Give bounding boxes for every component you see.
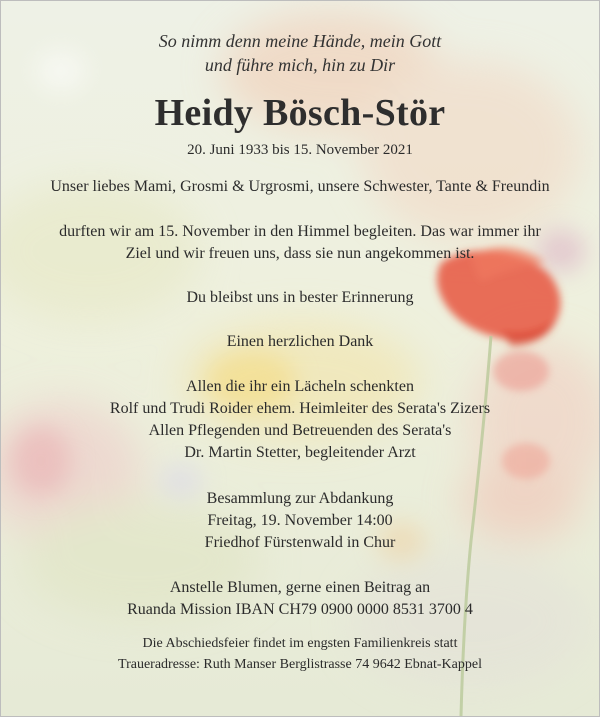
footer-line-1: Die Abschiedsfeier findet im engsten Familienkreis statt (142, 636, 458, 651)
motto-line-2: und führe mich, hin zu Dir (204, 55, 396, 75)
obituary-text (1, 1, 599, 716)
donation-line-2: Ruanda Mission IBAN CH79 0900 0000 8531 3700 4 (127, 601, 473, 618)
memory-line: Du bleibst uns in bester Erinnerung (186, 289, 414, 306)
footer-line-2: Traueradresse: Ruth Manser Berglistrasse 74 9642 Ebnat-Kappel (118, 657, 482, 672)
ceremony-line-1: Besammlung zur Abdankung (206, 490, 394, 507)
ceremony-line-3: Friedhof Fürstenwald in Chur (204, 534, 396, 551)
thanks-line-2: Rolf und Trudi Roider ehem. Heimleiter des Serata's Zizers (109, 400, 491, 417)
donation-line-1: Anstelle Blumen, gerne einen Beitrag an (169, 579, 431, 596)
deceased-name: Heidy Bösch-Stör (154, 92, 446, 134)
thanks-line-3: Allen Pflegenden und Betreuenden des Serata's (148, 422, 452, 439)
message-line-2: Ziel und wir freuen uns, dass sie nun angekommen ist. (125, 245, 475, 262)
thanks-title: Einen herzlichen Dank (226, 333, 374, 350)
ceremony-line-2: Freitag, 19. November 14:00 (207, 512, 393, 529)
motto-line-1: So nimm denn meine Hände, mein Gott (158, 31, 442, 51)
message-line-1: durften wir am 15. November in den Himmel begleiten. Das war immer ihr (59, 223, 541, 240)
thanks-line-4: Dr. Martin Stetter, begleitender Arzt (184, 444, 416, 461)
family-line: Unser liebes Mami, Grosmi & Urgrosmi, unsere Schwester, Tante & Freundin (50, 178, 550, 195)
thanks-line-1: Allen die ihr ein Lächeln schenkten (186, 378, 414, 395)
life-dates: 20. Juni 1933 bis 15. November 2021 (187, 142, 413, 158)
